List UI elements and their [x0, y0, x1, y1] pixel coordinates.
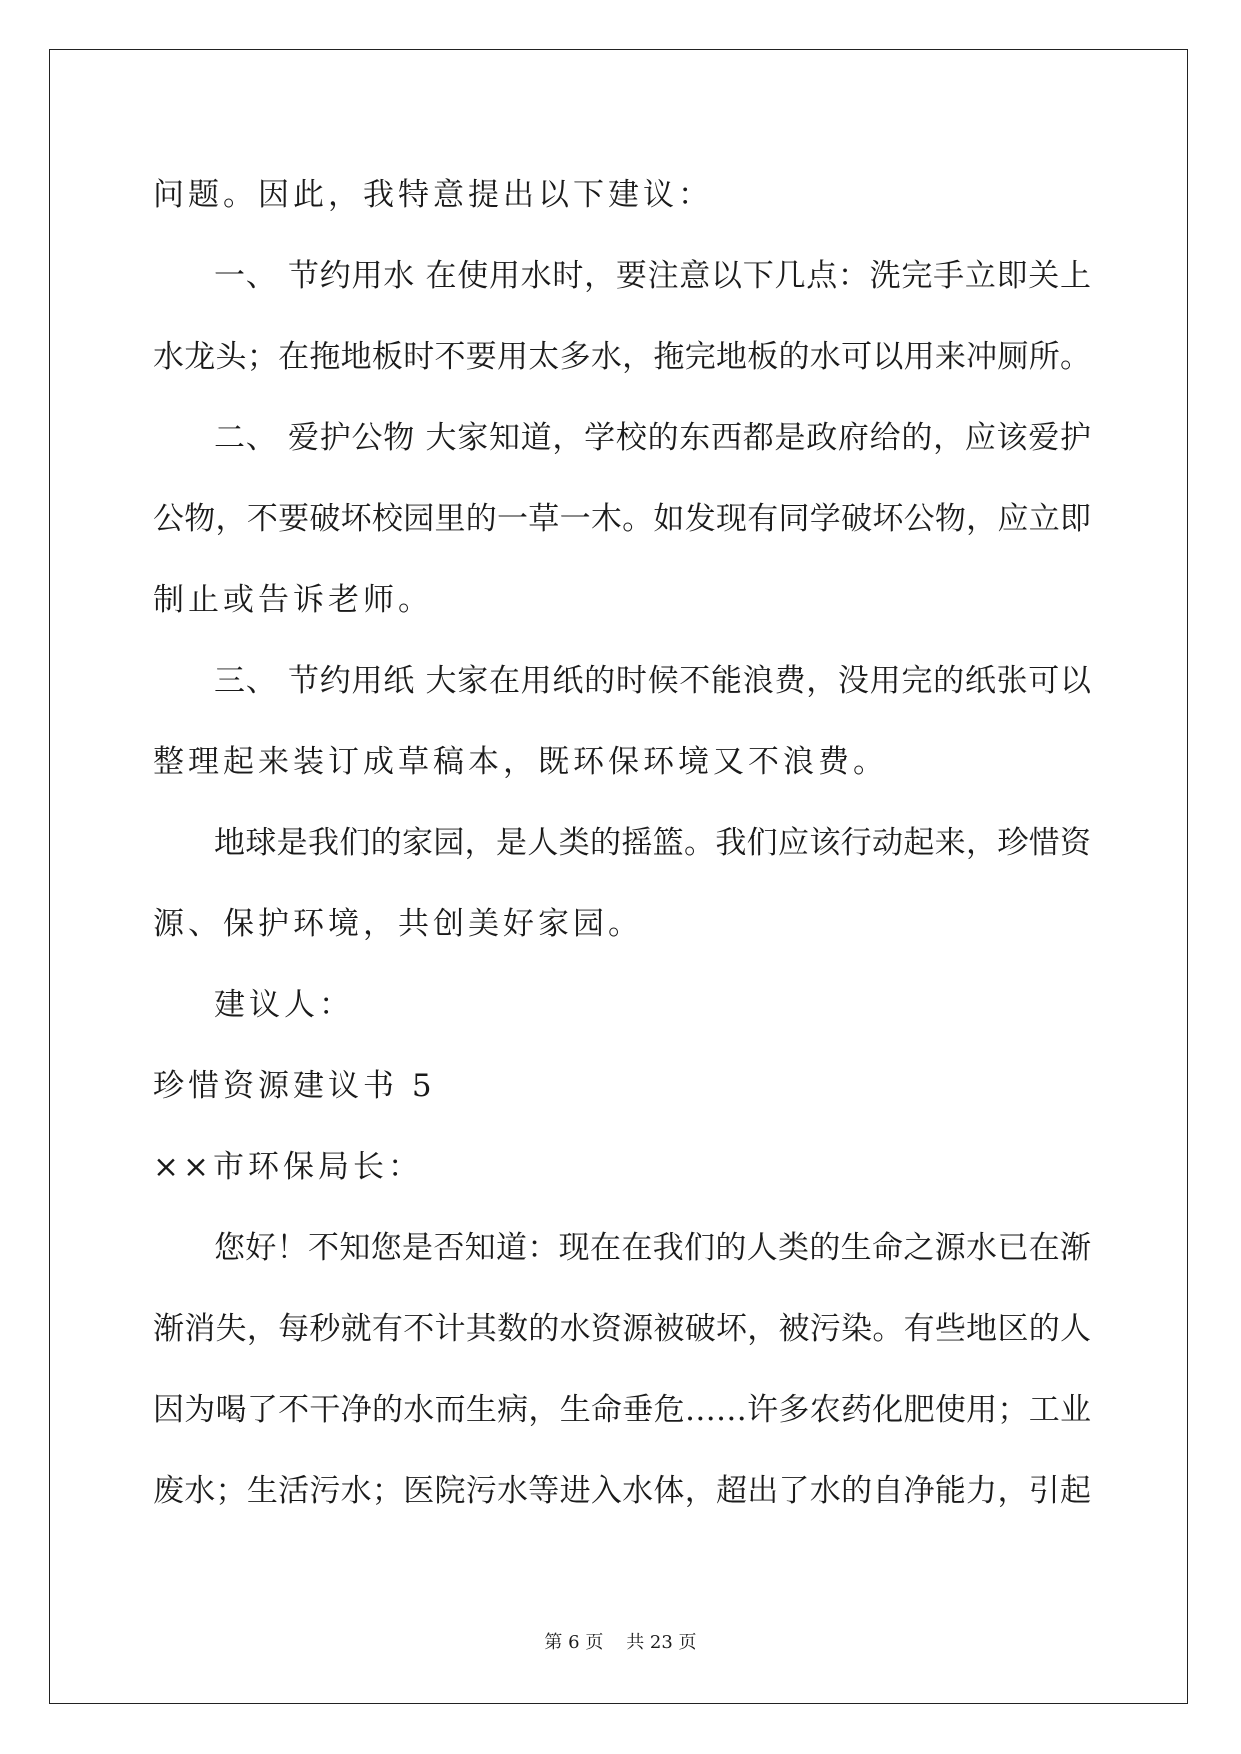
text-line-15: 渐消失，每秒就有不计其数的水资源被破坏，被污染。有些地区的人 [153, 1311, 1091, 1347]
text-line-14: 您好！不知您是否知道：现在在我们的人类的生命之源水已在渐 [214, 1230, 1091, 1266]
text-line-4: 二、 爱护公物 大家知道，学校的东西都是政府给的，应该爱护 [214, 420, 1091, 456]
text-line-16: 因为喝了不干净的水而生病，生命垂危……许多农药化肥使用；工业 [153, 1392, 1091, 1428]
section-title: 珍惜资源建议书 5 [153, 1068, 436, 1104]
text-line-6: 制止或告诉老师。 [153, 582, 433, 618]
page-border [49, 49, 1188, 1704]
text-line-5: 公物，不要破坏校园里的一草一木。如发现有同学破坏公物，应立即 [153, 501, 1091, 537]
page-number-footer: 第 6 页 共 23 页 [544, 1632, 697, 1653]
text-line-8: 整理起来装订成草稿本，既环保环境又不浪费。 [153, 744, 888, 780]
text-line-3: 水龙头；在拖地板时不要用太多水，拖完地板的水可以用来冲厕所。 [153, 339, 1091, 375]
text-line-1: 问题。因此，我特意提出以下建议： [153, 177, 713, 213]
text-line-9: 地球是我们的家园，是人类的摇篮。我们应该行动起来，珍惜资 [214, 825, 1091, 861]
text-line-17: 废水；生活污水；医院污水等进入水体，超出了水的自净能力，引起 [153, 1473, 1091, 1509]
text-line-2: 一、 节约用水 在使用水时，要注意以下几点：洗完手立即关上 [214, 258, 1091, 294]
signer-label: 建议人： [214, 987, 354, 1023]
text-line-7: 三、 节约用纸 大家在用纸的时候不能浪费，没用完的纸张可以 [214, 663, 1091, 699]
salutation: ××市环保局长： [153, 1149, 423, 1185]
text-line-10: 源、保护环境，共创美好家园。 [153, 906, 643, 942]
